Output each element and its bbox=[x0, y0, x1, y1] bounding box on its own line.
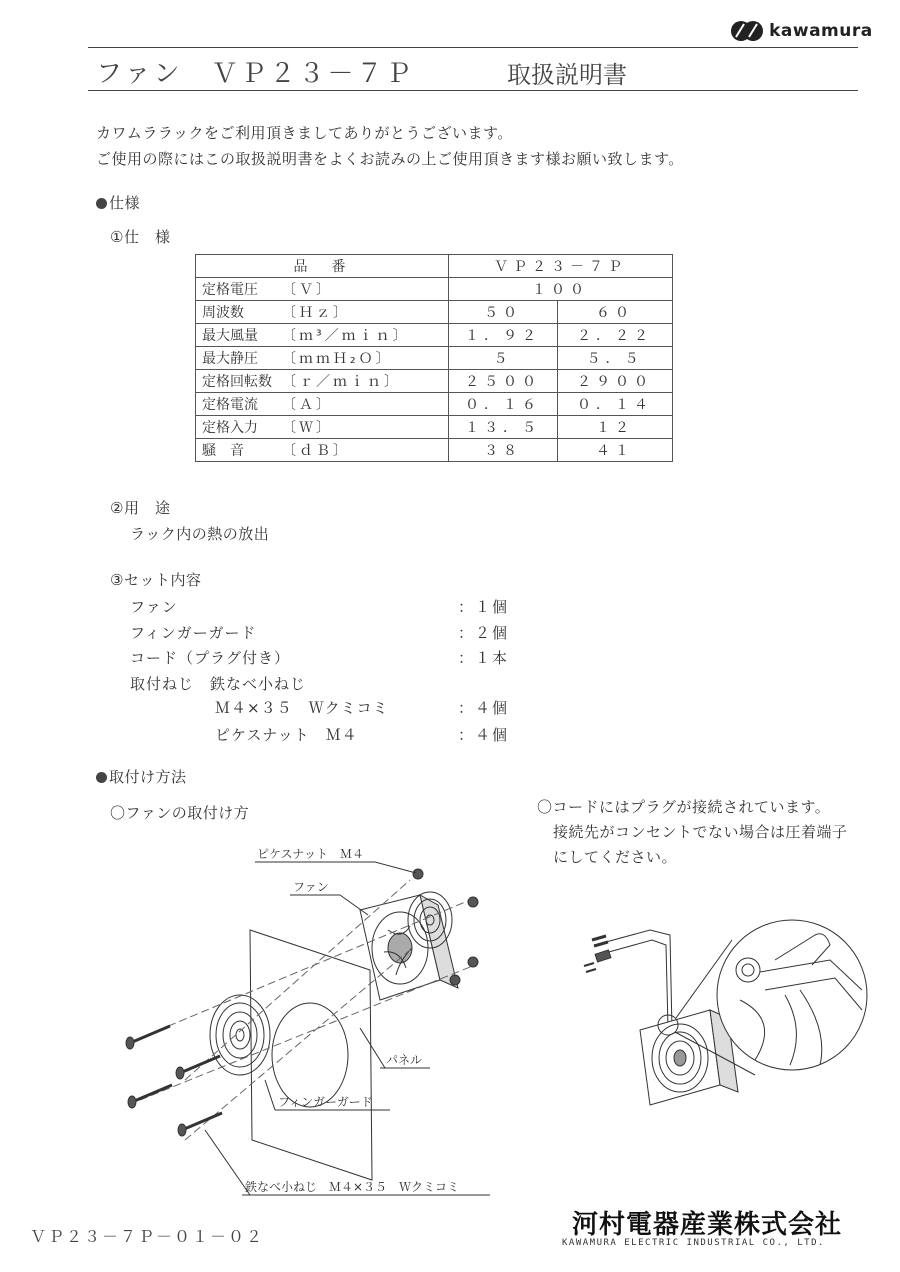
table-row bbox=[196, 324, 673, 347]
install-sub-heading: 〇ファンの取付け方 bbox=[110, 804, 250, 822]
header-rule-top bbox=[88, 47, 858, 48]
row-label: 定格回転数 bbox=[202, 374, 272, 390]
set-item-name: 取付ねじ 鉄なべ小ねじ bbox=[130, 675, 307, 693]
set-item-qty: ：１個 bbox=[458, 598, 510, 616]
panel-label: パネル bbox=[386, 1053, 423, 1067]
row-unit: 〔ｍ³／ｍｉｎ〕 bbox=[282, 328, 410, 344]
set-item-name: Ｍ４×３５ Ｗクミコミ bbox=[215, 699, 389, 717]
cord-note-line-3: にしてください。 bbox=[553, 848, 678, 866]
table-row bbox=[196, 278, 673, 301]
spec-sub-heading: ①仕 様 bbox=[110, 228, 171, 246]
company-name-en: KAWAMURA ELECTRIC INDUSTRIAL CO., LTD. bbox=[562, 1238, 825, 1248]
row-value-50hz: ０．１６ bbox=[449, 393, 558, 416]
section-spec-title: 仕様 bbox=[109, 194, 141, 212]
fan-assembly-diagram bbox=[110, 840, 510, 1210]
table-header-label: 品 番 bbox=[196, 255, 449, 278]
set-item-name: ファン bbox=[130, 598, 178, 616]
table-row bbox=[196, 301, 673, 324]
header-rule-bottom bbox=[88, 90, 858, 91]
logo-text: kawamura bbox=[769, 21, 873, 41]
row-label: 騒 音 bbox=[202, 443, 244, 459]
row-value-50hz: ５０ bbox=[449, 301, 558, 324]
logo-mark-icon bbox=[730, 20, 764, 42]
row-value-60hz: ２．２２ bbox=[558, 324, 673, 347]
set-contents-heading: ③セット内容 bbox=[110, 571, 202, 589]
row-value-60hz: ６０ bbox=[558, 301, 673, 324]
table-header-value: ＶＰ２３－７Ｐ bbox=[449, 255, 673, 278]
company-name-jp: 河村電器産業株式会社 bbox=[572, 1210, 843, 1240]
cord-diagram bbox=[580, 900, 870, 1140]
row-value-60hz: ０．１４ bbox=[558, 393, 673, 416]
brand-logo bbox=[730, 20, 873, 44]
row-unit: 〔ｍｍＨ₂Ｏ〕 bbox=[282, 351, 393, 367]
table-row bbox=[196, 347, 673, 370]
screw-label: 鉄なべ小ねじ Ｍ４×３５ Ｗクミコミ bbox=[245, 1180, 460, 1194]
row-value-60hz: １２ bbox=[558, 416, 673, 439]
usage-heading: ②用 途 bbox=[110, 499, 171, 517]
bullet-icon bbox=[96, 772, 107, 783]
section-install-heading bbox=[96, 766, 187, 787]
row-label: 最大風量 bbox=[202, 328, 258, 344]
table-header-row bbox=[196, 255, 673, 278]
product-title: ファン ＶＰ２３－７Ｐ bbox=[96, 59, 415, 89]
row-value-50hz: ５ bbox=[449, 347, 558, 370]
section-spec-heading bbox=[96, 192, 140, 213]
intro-line-2: ご使用の際にはこの取扱説明書をよくお読みの上ご使用頂きます様お願い致します。 bbox=[96, 150, 684, 168]
nut-leader bbox=[375, 862, 416, 873]
table-row bbox=[196, 416, 673, 439]
fan-label: ファン bbox=[293, 880, 329, 894]
cord-note-line-2: 接続先がコンセントでない場合は圧着端子 bbox=[553, 823, 848, 841]
set-item-qty: ：２個 bbox=[458, 624, 510, 642]
row-unit: 〔Ｖ〕 bbox=[282, 282, 333, 298]
bullet-icon bbox=[96, 198, 107, 209]
section-install-title: 取付け方法 bbox=[109, 768, 187, 786]
row-unit: 〔Ｈｚ〕 bbox=[282, 305, 350, 321]
fan-leader bbox=[340, 895, 368, 915]
row-value-50hz: ２５００ bbox=[449, 370, 558, 393]
doc-number: ＶＰ２３－７Ｐ－０１－０２ bbox=[30, 1227, 265, 1246]
row-label: 定格入力 bbox=[202, 420, 258, 436]
row-unit: 〔ｄＢ〕 bbox=[282, 443, 350, 459]
table-row bbox=[196, 439, 673, 462]
row-label: 周波数 bbox=[202, 305, 244, 321]
nut-label: ピケスナット Ｍ４ bbox=[257, 847, 365, 861]
row-label: 最大静圧 bbox=[202, 351, 258, 367]
doc-title: 取扱説明書 bbox=[507, 61, 627, 89]
set-item-name: ピケスナット Ｍ４ bbox=[215, 726, 358, 744]
row-value-50hz: １３．５ bbox=[449, 416, 558, 439]
row-value-50hz: １．９２ bbox=[449, 324, 558, 347]
row-unit: 〔Ｗ〕 bbox=[282, 420, 333, 436]
row-value-60hz: ２９００ bbox=[558, 370, 673, 393]
row-value-60hz: ５．５ bbox=[558, 347, 673, 370]
set-item-qty: ：４個 bbox=[458, 699, 510, 717]
row-label: 定格電圧 bbox=[202, 282, 258, 298]
table-row bbox=[196, 393, 673, 416]
table-row bbox=[196, 370, 673, 393]
spec-table bbox=[195, 254, 673, 462]
guard-label: フィンガーガード bbox=[278, 1095, 373, 1109]
screw-leader bbox=[205, 1130, 250, 1195]
screws bbox=[126, 1026, 222, 1136]
plug-icon bbox=[584, 950, 611, 972]
usage-text: ラック内の熱の放出 bbox=[130, 525, 270, 543]
row-unit: 〔ｒ／ｍｉｎ〕 bbox=[282, 374, 401, 390]
cord-note-line-1: 〇コードにはプラグが接続されています。 bbox=[537, 798, 831, 816]
set-item-qty: ：４個 bbox=[458, 726, 510, 744]
intro-line-1: カワムララックをご利用頂きましてありがとうございます。 bbox=[96, 124, 513, 142]
row-unit: 〔Ａ〕 bbox=[282, 397, 333, 413]
row-value-50hz: ３８ bbox=[449, 439, 558, 462]
detail-large-circle bbox=[717, 920, 867, 1070]
row-label: 定格電流 bbox=[202, 397, 258, 413]
set-item-qty: ：１本 bbox=[458, 649, 510, 667]
row-value-60hz: ４１ bbox=[558, 439, 673, 462]
set-item-name: コード（プラグ付き） bbox=[130, 649, 291, 667]
set-item-name: フィンガーガード bbox=[130, 624, 257, 642]
row-value: １００ bbox=[449, 278, 673, 301]
terminal-icon bbox=[592, 936, 608, 946]
